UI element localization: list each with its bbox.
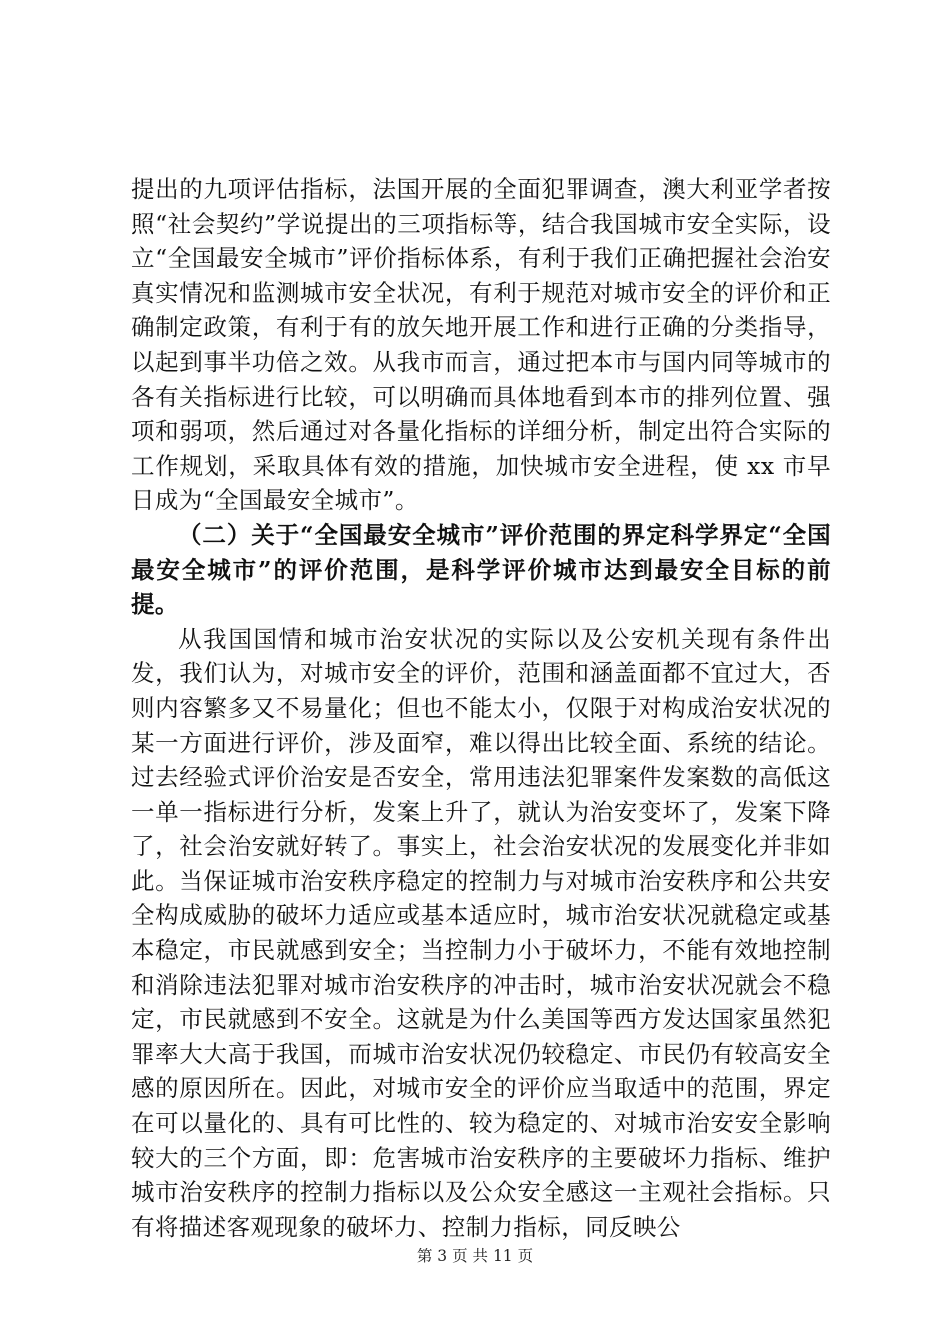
document-body bbox=[131, 172, 831, 1244]
paragraph-continued: 提出的九项评估指标，法国开展的全面犯罪调查，澳大利亚学者按照“社会契约”学说提出的三项指标等，结合我国城市安全实际，设立“全国最安全城市”评价指标体系，有利于我们正确把握社会治安真实情况和监测城市安全状况，有利于规范对城市安全的评价和正确制定政策，有利于有的放矢地开展工作和进行正确的分类指导，以起到事半功倍之效。从我市而言，通过把本市与国内同等城市的各有关指标进行比较，可以明确而具体地看到本市的排列位置、强项和弱项，然后通过对各量化指标的详细分析，制定出符合实际的工作规划，采取具体有效的措施，加快城市安全进程，使 xx 市早日成为“全国最安全城市”。 bbox=[131, 175, 831, 515]
page-number-footer: 第 3 页 共 11 页 bbox=[416, 1247, 534, 1265]
paragraph-body: 从我国国情和城市治安状况的实际以及公安机关现有条件出发，我们认为，对城市安全的评价，范围和涵盖面都不宜过大，否则内容繁多又不易量化；但也不能太小，仅限于对构成治安状况的某一方面进行评价，涉及面窄，难以得出比较全面、系统的结论。过去经验式评价治安是否安全，常用违法犯罪案件发案数的高低这一单一指标进行分析，发案上升了，就认为治安变坏了，发案下降了，社会治安就好转了。事实上，社会治安状况的发展变化并非如此。当保证城市治安秩序稳定的控制力与对城市治安秩序和公共安全构成威胁的破坏力适应或基本适应时，城市治安状况就稳定或基本稳定，市民就感到安全；当控制力小于破坏力，不能有效地控制和消除违法犯罪对城市治安秩序的冲击时，城市治安状况就会不稳定，市民就感到不安全。这就是为什么美国等西方发达国家虽然犯罪率大大高于我国，而城市治安状况仍较稳定、市民仍有较高安全感的原因所在。因此，对城市安全的评价应当取适中的范围，界定在可以量化的、具有可比性的、较为稳定的、对城市治安安全影响较大的三个方面，即：危害城市治安秩序的主要破坏力指标、维护城市治安秩序的控制力指标以及公众安全感这一主观社会指标。只有将描述客观现象的破坏力、控制力指标，同反映公 bbox=[131, 624, 831, 1241]
section-heading: （二）关于“全国最安全城市”评价范围的界定科学界定“全国最安全城市”的评价范围，是科学评价城市达到最安全目标的前提。 bbox=[131, 520, 831, 619]
